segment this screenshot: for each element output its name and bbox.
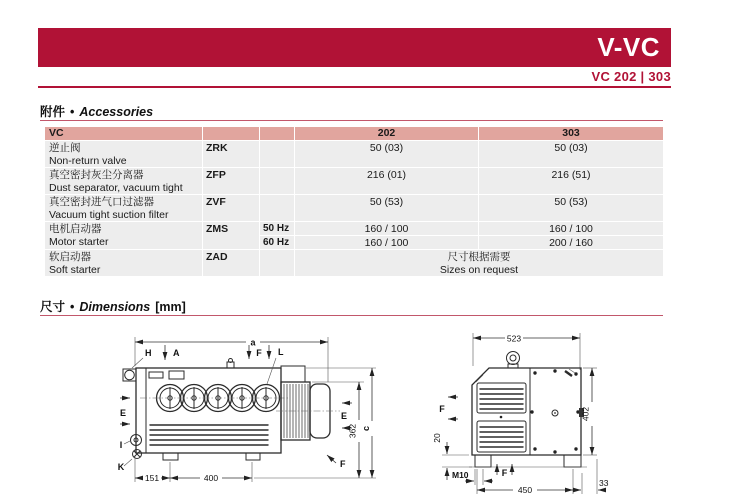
- accessories-heading-en: Accessories: [79, 105, 154, 119]
- col-header-code: [203, 127, 259, 140]
- dim-362: 362: [347, 423, 358, 439]
- dim-33: 33: [599, 478, 609, 488]
- dim-a: a: [250, 337, 256, 348]
- col-header-303: 303: [479, 127, 663, 140]
- value-303: 200 / 160: [479, 236, 663, 249]
- value-303: 216 (51): [479, 168, 663, 194]
- accessory-code: ZVF: [203, 195, 259, 221]
- table-row-name: 真空密封进气口过滤器 Vacuum tight suction filter: [45, 195, 202, 221]
- value-202: 160 / 100: [295, 236, 478, 249]
- table-row-name: 电机启动器 Motor starter: [45, 222, 202, 249]
- col-header-freq: [260, 127, 294, 140]
- header-rule: [38, 86, 671, 88]
- value-303: 160 / 100: [479, 222, 663, 235]
- accessory-code: ZRK: [203, 141, 259, 167]
- empty-cell: [260, 195, 294, 221]
- pump-end-view-drawing: [425, 328, 615, 504]
- dimensions-heading-zh: 尺寸: [40, 300, 66, 314]
- dim-151: 151: [144, 473, 160, 483]
- port-k-label: K: [118, 462, 125, 472]
- value-202: 50 (53): [295, 195, 478, 221]
- accessory-code: ZFP: [203, 168, 259, 194]
- brand-band: [38, 28, 671, 67]
- port-h-label: H: [145, 348, 152, 358]
- accessory-code: ZAD: [203, 250, 259, 276]
- table-row-name: 真空密封灰尘分离器 Dust separator, vacuum tight: [45, 168, 202, 194]
- empty-cell: [260, 168, 294, 194]
- dim-c: c: [361, 425, 371, 432]
- port-f-top-label: F: [256, 348, 262, 358]
- freq-60hz: 60 Hz: [260, 236, 294, 249]
- freq-50hz: 50 Hz: [260, 222, 294, 235]
- dimensions-rule: [40, 315, 663, 316]
- accessories-heading: [40, 102, 153, 120]
- accessories-table: [45, 127, 663, 276]
- table-row-name: 软启动器 Soft starter: [45, 250, 202, 276]
- dim-523: 523: [506, 333, 522, 344]
- dim-402: 402: [580, 406, 591, 422]
- port-i-label: I: [119, 440, 123, 450]
- dim-20: 20: [432, 433, 442, 443]
- dimensions-unit: [mm]: [155, 300, 186, 314]
- port-e-left-label: E: [119, 408, 127, 418]
- table-row-name: 逆止阀 Non-return valve: [45, 141, 202, 167]
- dim-m10: M10: [452, 470, 469, 480]
- dimensions-heading-en: Dimensions: [79, 300, 151, 314]
- sizes-on-request-note: 尺寸根据需要 Sizes on request: [295, 250, 663, 276]
- dim-450: 450: [517, 485, 533, 495]
- port-f-left-label: F: [439, 404, 445, 414]
- heading-bullet-icon: •: [70, 105, 75, 119]
- value-202: 160 / 100: [295, 222, 478, 235]
- accessories-rule: [40, 120, 663, 121]
- model-line: VC 202 | 303: [591, 69, 671, 84]
- col-header-vc: VC: [45, 127, 202, 140]
- port-e-right-label: E: [340, 411, 348, 421]
- value-303: 50 (53): [479, 195, 663, 221]
- value-202: 216 (01): [295, 168, 478, 194]
- empty-cell: [260, 250, 294, 276]
- value-202: 50 (03): [295, 141, 478, 167]
- pump-side-view-drawing: [118, 332, 380, 504]
- col-header-202: 202: [295, 127, 478, 140]
- end-plate-screws: [530, 369, 579, 453]
- port-l-label: L: [278, 347, 284, 357]
- empty-cell: [260, 141, 294, 167]
- port-f-bottom-label: F: [501, 468, 508, 478]
- value-303: 50 (03): [479, 141, 663, 167]
- accessory-code: ZMS: [203, 222, 259, 249]
- accessories-heading-zh: 附件: [40, 105, 66, 119]
- port-f-right-label: F: [340, 459, 346, 469]
- port-a-label: A: [173, 348, 180, 358]
- series-title: V-VC: [597, 32, 660, 62]
- dimensions-heading: [40, 297, 186, 315]
- heading-bullet-icon: •: [70, 300, 75, 314]
- dim-400: 400: [203, 473, 219, 483]
